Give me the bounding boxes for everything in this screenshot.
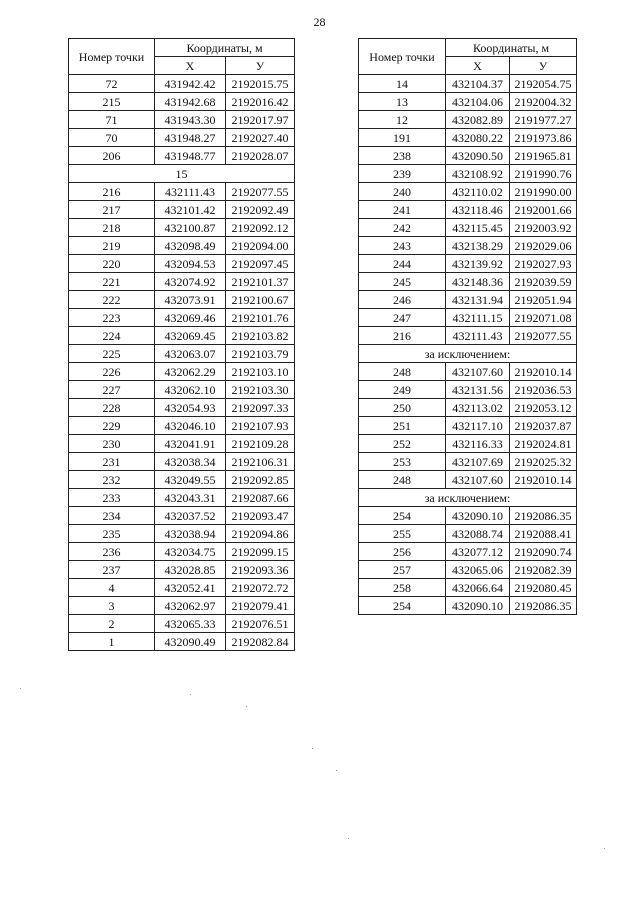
table-row [69,147,295,165]
y-coordinate-cell: 2192079.41 [226,597,295,615]
y-coordinate-cell: 2192082.39 [510,561,577,579]
point-number-cell: 234 [69,507,155,525]
point-number-cell: 237 [69,561,155,579]
table-row [359,111,577,129]
y-coordinate-cell: 2192092.85 [226,471,295,489]
point-number-cell: 240 [359,183,446,201]
point-number-cell: 216 [359,327,446,345]
x-coordinate-cell: 432038.34 [155,453,226,471]
x-coordinate-cell: 432115.45 [446,219,510,237]
x-coordinate-cell: 432094.53 [155,255,226,273]
point-number-cell: 248 [359,363,446,381]
y-coordinate-cell: 2192001.66 [510,201,577,219]
point-number-cell: 250 [359,399,446,417]
x-coordinate-cell: 432080.22 [446,129,510,147]
x-coordinate-cell: 432028.85 [155,561,226,579]
x-coordinate-cell: 432131.56 [446,381,510,399]
scan-speck [348,838,349,839]
point-number-cell: 232 [69,471,155,489]
point-number-cell: 227 [69,381,155,399]
y-coordinate-cell: 2192016.42 [226,93,295,111]
table-row [69,309,295,327]
point-number-cell: 14 [359,75,446,93]
y-coordinate-cell: 2191973.86 [510,129,577,147]
y-coordinate-cell: 2192097.45 [226,255,295,273]
y-coordinate-cell: 2192094.00 [226,237,295,255]
point-number-cell: 226 [69,363,155,381]
table-row [69,633,295,651]
x-coordinate-cell: 432090.49 [155,633,226,651]
y-coordinate-cell: 2192010.14 [510,363,577,381]
table-row [69,543,295,561]
point-number-cell: 225 [69,345,155,363]
y-coordinate-cell: 2192017.97 [226,111,295,129]
y-coordinate-cell: 2192106.31 [226,453,295,471]
table-row [359,561,577,579]
x-coordinate-cell: 432100.87 [155,219,226,237]
x-coordinate-cell: 432113.02 [446,399,510,417]
x-coordinate-cell: 432077.12 [446,543,510,561]
y-coordinate-cell: 2192086.35 [510,507,577,525]
point-number-cell: 12 [359,111,446,129]
table-row [359,201,577,219]
point-number-cell: 228 [69,399,155,417]
point-number-cell: 3 [69,597,155,615]
x-coordinate-cell: 432117.10 [446,417,510,435]
y-coordinate-cell: 2192093.47 [226,507,295,525]
point-number-cell: 70 [69,129,155,147]
coordinates-header: Координаты, м [446,39,577,57]
point-number-cell: 253 [359,453,446,471]
y-coordinate-cell: 2192003.92 [510,219,577,237]
point-number-cell: 239 [359,165,446,183]
table-row [359,129,577,147]
point-number-cell: 71 [69,111,155,129]
table-row [359,75,577,93]
y-coordinate-cell: 2192015.75 [226,75,295,93]
table-row [69,327,295,345]
table-row [359,417,577,435]
table-row [69,363,295,381]
scan-speck [190,694,191,695]
x-coordinate-cell: 432082.89 [446,111,510,129]
table-row [359,597,577,615]
y-coordinate-cell: 2192037.87 [510,417,577,435]
point-number-cell: 219 [69,237,155,255]
x-coordinate-cell: 432054.93 [155,399,226,417]
x-coordinate-cell: 432065.06 [446,561,510,579]
y-coordinate-cell: 2192076.51 [226,615,295,633]
y-coordinate-cell: 2191990.76 [510,165,577,183]
section-row [359,345,577,363]
x-coordinate-cell: 432138.29 [446,237,510,255]
y-coordinate-cell: 2192024.81 [510,435,577,453]
x-coordinate-cell: 432148.36 [446,273,510,291]
table-row [359,453,577,471]
point-number-cell: 258 [359,579,446,597]
point-number-cell: 241 [359,201,446,219]
table-row [69,129,295,147]
y-coordinate-cell: 2192090.74 [510,543,577,561]
point-number-cell: 191 [359,129,446,147]
y-coordinate-cell: 2192103.82 [226,327,295,345]
table-row [359,93,577,111]
scan-speck [604,848,605,849]
y-coordinate-cell: 2192080.45 [510,579,577,597]
y-coordinate-cell: 2192099.15 [226,543,295,561]
coordinates-table-right [358,38,577,615]
point-number-cell: 230 [69,435,155,453]
x-coordinate-cell: 432062.97 [155,597,226,615]
y-coordinate-cell: 2192094.86 [226,525,295,543]
y-coordinate-cell: 2192103.30 [226,381,295,399]
y-coordinate-cell: 2192087.66 [226,489,295,507]
x-coordinate-cell: 432111.43 [155,183,226,201]
point-number-cell: 233 [69,489,155,507]
x-coordinate-cell: 432063.07 [155,345,226,363]
table-row [69,111,295,129]
table-row [359,381,577,399]
scan-speck [246,706,247,707]
table-row [359,219,577,237]
point-number-cell: 231 [69,453,155,471]
y-coordinate-cell: 2191977.27 [510,111,577,129]
x-coordinate-cell: 432069.45 [155,327,226,345]
x-coordinate-cell: 432046.10 [155,417,226,435]
section-label: за исключением: [359,345,577,363]
section-label: 15 [69,165,295,183]
table-row [69,507,295,525]
y-coordinate-cell: 2191965.81 [510,147,577,165]
x-coordinate-cell: 431943.30 [155,111,226,129]
x-coordinate-cell: 432101.42 [155,201,226,219]
x-coordinate-cell: 432034.75 [155,543,226,561]
x-coordinate-cell: 432041.91 [155,435,226,453]
point-number-cell: 4 [69,579,155,597]
y-coordinate-cell: 2192086.35 [510,597,577,615]
point-number-header: Номер точки [69,39,155,75]
y-coordinate-cell: 2192010.14 [510,471,577,489]
y-coordinate-cell: 2192101.76 [226,309,295,327]
section-row [69,165,295,183]
table-row [69,615,295,633]
x-coordinate-cell: 432088.74 [446,525,510,543]
table-row [69,345,295,363]
table-row [69,183,295,201]
y-coordinate-cell: 2192054.75 [510,75,577,93]
y-coordinate-cell: 2192053.12 [510,399,577,417]
point-number-cell: 251 [359,417,446,435]
x-coordinate-cell: 432090.10 [446,507,510,525]
table-row [69,435,295,453]
x-coordinate-cell: 432098.49 [155,237,226,255]
point-number-cell: 245 [359,273,446,291]
x-coordinate-cell: 431948.77 [155,147,226,165]
y-coordinate-cell: 2192077.55 [510,327,577,345]
x-coordinate-cell: 432062.10 [155,381,226,399]
section-row [359,489,577,507]
x-coordinate-cell: 432118.46 [446,201,510,219]
point-number-cell: 220 [69,255,155,273]
table-row [69,93,295,111]
x-coordinate-cell: 432139.92 [446,255,510,273]
x-coordinate-cell: 432074.92 [155,273,226,291]
y-header: У [510,57,577,75]
x-coordinate-cell: 432062.29 [155,363,226,381]
table-row [69,471,295,489]
x-coordinate-cell: 432065.33 [155,615,226,633]
table-row [359,363,577,381]
point-number-cell: 72 [69,75,155,93]
x-coordinate-cell: 432090.10 [446,597,510,615]
x-coordinate-cell: 432108.92 [446,165,510,183]
x-coordinate-cell: 432037.52 [155,507,226,525]
x-coordinate-cell: 432066.64 [446,579,510,597]
point-number-cell: 222 [69,291,155,309]
table-row [69,381,295,399]
point-number-cell: 247 [359,309,446,327]
table-row [359,525,577,543]
y-coordinate-cell: 2192097.33 [226,399,295,417]
point-number-cell: 216 [69,183,155,201]
y-coordinate-cell: 2192025.32 [510,453,577,471]
table-row [69,561,295,579]
point-number-cell: 229 [69,417,155,435]
point-number-cell: 257 [359,561,446,579]
y-coordinate-cell: 2192077.55 [226,183,295,201]
table-row [359,543,577,561]
point-number-cell: 242 [359,219,446,237]
x-coordinate-cell: 431942.42 [155,75,226,93]
point-number-cell: 221 [69,273,155,291]
x-coordinate-cell: 432104.37 [446,75,510,93]
x-coordinate-cell: 432107.60 [446,471,510,489]
y-coordinate-cell: 2192027.93 [510,255,577,273]
y-coordinate-cell: 2191990.00 [510,183,577,201]
y-coordinate-cell: 2192101.37 [226,273,295,291]
x-coordinate-cell: 432090.50 [446,147,510,165]
point-number-cell: 206 [69,147,155,165]
x-coordinate-cell: 432038.94 [155,525,226,543]
point-number-cell: 256 [359,543,446,561]
table-row [359,327,577,345]
table-row [359,255,577,273]
left-table-body [69,75,295,651]
point-number-cell: 238 [359,147,446,165]
point-number-cell: 223 [69,309,155,327]
point-number-cell: 248 [359,471,446,489]
x-coordinate-cell: 432111.15 [446,309,510,327]
table-row [69,579,295,597]
point-number-cell: 255 [359,525,446,543]
table-row [69,525,295,543]
y-coordinate-cell: 2192082.84 [226,633,295,651]
scan-speck [312,748,313,749]
section-label: за исключением: [359,489,577,507]
table-row [359,309,577,327]
x-coordinate-cell: 431942.68 [155,93,226,111]
x-coordinate-cell: 432131.94 [446,291,510,309]
table-row [69,597,295,615]
y-coordinate-cell: 2192004.32 [510,93,577,111]
table-row [69,219,295,237]
y-coordinate-cell: 2192071.08 [510,309,577,327]
point-number-cell: 217 [69,201,155,219]
point-number-cell: 236 [69,543,155,561]
x-coordinate-cell: 432052.41 [155,579,226,597]
table-row [359,273,577,291]
scan-speck [20,688,21,689]
table-row [69,489,295,507]
x-coordinate-cell: 432073.91 [155,291,226,309]
point-number-cell: 224 [69,327,155,345]
y-coordinate-cell: 2192036.53 [510,381,577,399]
y-coordinate-cell: 2192027.40 [226,129,295,147]
x-coordinate-cell: 432069.46 [155,309,226,327]
table-row [359,435,577,453]
y-coordinate-cell: 2192092.12 [226,219,295,237]
point-number-cell: 2 [69,615,155,633]
point-number-cell: 243 [359,237,446,255]
y-coordinate-cell: 2192072.72 [226,579,295,597]
x-coordinate-cell: 432043.31 [155,489,226,507]
table-row [359,165,577,183]
y-coordinate-cell: 2192109.28 [226,435,295,453]
y-coordinate-cell: 2192088.41 [510,525,577,543]
point-number-cell: 252 [359,435,446,453]
x-header: X [155,57,226,75]
table-row [69,399,295,417]
y-coordinate-cell: 2192107.93 [226,417,295,435]
table-row [69,237,295,255]
table-row [69,255,295,273]
right-table-body [359,75,577,615]
table-row [359,147,577,165]
point-number-cell: 244 [359,255,446,273]
y-coordinate-cell: 2192051.94 [510,291,577,309]
y-header: У [226,57,295,75]
table-row [359,291,577,309]
x-coordinate-cell: 432110.02 [446,183,510,201]
coordinates-header: Координаты, м [155,39,295,57]
y-coordinate-cell: 2192103.79 [226,345,295,363]
x-header: X [446,57,510,75]
x-coordinate-cell: 431948.27 [155,129,226,147]
y-coordinate-cell: 2192028.07 [226,147,295,165]
y-coordinate-cell: 2192029.06 [510,237,577,255]
table-row [69,201,295,219]
y-coordinate-cell: 2192103.10 [226,363,295,381]
coordinates-table-left [68,38,295,651]
table-row [359,507,577,525]
table-row [69,417,295,435]
x-coordinate-cell: 432107.60 [446,363,510,381]
x-coordinate-cell: 432111.43 [446,327,510,345]
y-coordinate-cell: 2192093.36 [226,561,295,579]
point-number-cell: 254 [359,597,446,615]
table-row [69,273,295,291]
y-coordinate-cell: 2192039.59 [510,273,577,291]
table-row [69,291,295,309]
x-coordinate-cell: 432116.33 [446,435,510,453]
y-coordinate-cell: 2192092.49 [226,201,295,219]
table-row [359,237,577,255]
point-number-cell: 218 [69,219,155,237]
page-number: 28 [313,15,326,29]
point-number-cell: 246 [359,291,446,309]
table-row [359,471,577,489]
table-row [359,183,577,201]
x-coordinate-cell: 432049.55 [155,471,226,489]
point-number-cell: 215 [69,93,155,111]
table-row [359,579,577,597]
point-number-cell: 235 [69,525,155,543]
scan-speck [336,770,337,771]
y-coordinate-cell: 2192100.67 [226,291,295,309]
table-row [359,399,577,417]
table-row [69,453,295,471]
point-number-cell: 1 [69,633,155,651]
point-number-header: Номер точки [359,39,446,75]
x-coordinate-cell: 432107.69 [446,453,510,471]
point-number-cell: 254 [359,507,446,525]
x-coordinate-cell: 432104.06 [446,93,510,111]
point-number-cell: 249 [359,381,446,399]
point-number-cell: 13 [359,93,446,111]
table-row [69,75,295,93]
